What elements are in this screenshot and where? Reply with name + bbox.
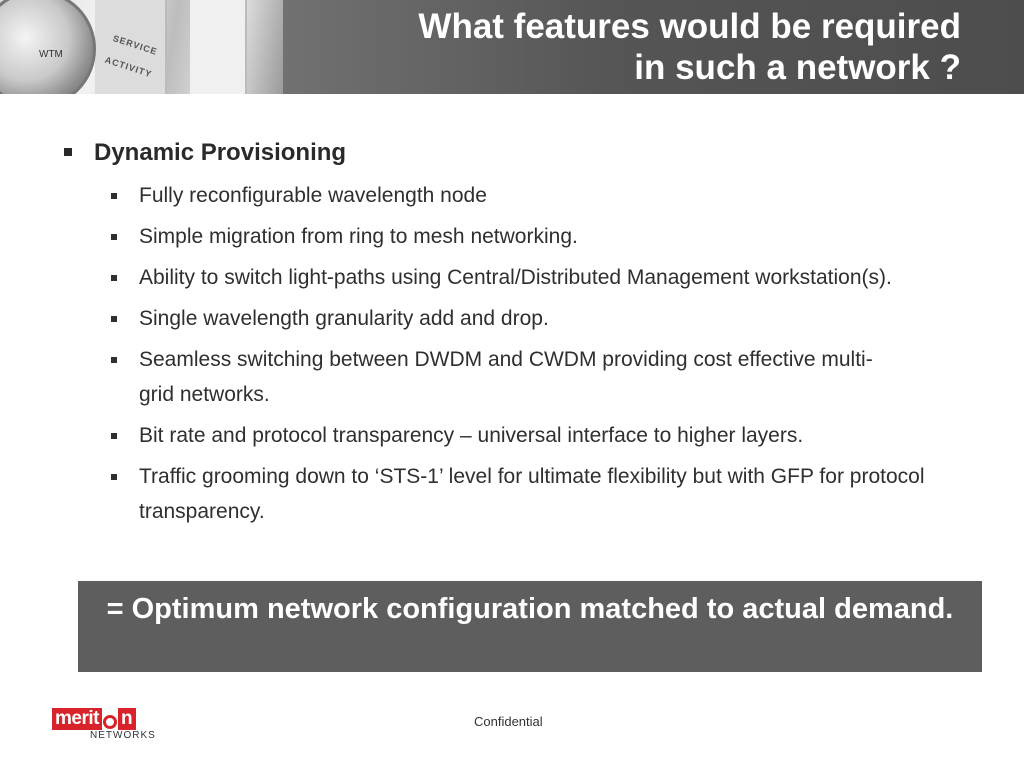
logo-ring-icon	[103, 715, 117, 729]
list-item-text: Single wavelength granularity add and drop.	[139, 307, 549, 330]
list-item-text: Fully reconfigurable wavelength node	[139, 184, 487, 207]
square-bullet-icon	[111, 193, 117, 199]
header-photo	[0, 0, 283, 94]
list-item	[60, 219, 899, 254]
logo-subtitle: NETWORKS	[90, 730, 156, 741]
dial-mark: WTM	[39, 49, 63, 60]
list-item	[60, 301, 899, 336]
square-bullet-icon	[111, 433, 117, 439]
list-item-text: Ability to switch light-paths using Central/Distributed Management workstation(s).	[139, 266, 892, 289]
list-item-text: Seamless switching between DWDM and CWDM providing cost effective multi-grid networks.	[139, 348, 873, 406]
logo-word-1: merit	[52, 708, 102, 730]
title-line-1: What features would be required	[418, 7, 961, 46]
square-bullet-icon	[111, 234, 117, 240]
list-item-text: Simple migration from ring to mesh networking.	[139, 225, 578, 248]
meriton-logo	[52, 708, 162, 742]
square-bullet-icon	[111, 474, 117, 480]
conclusion-banner	[78, 581, 982, 672]
conclusion-text: = Optimum network configuration matched to actual demand.	[106, 593, 954, 625]
section-heading-text: Dynamic Provisioning	[94, 139, 347, 166]
header-banner	[0, 0, 1024, 94]
square-bullet-icon	[111, 316, 117, 322]
list-item	[60, 178, 899, 213]
page-title	[321, 6, 961, 88]
square-bullet-icon	[64, 148, 72, 156]
slide-body	[60, 138, 980, 535]
square-bullet-icon	[111, 357, 117, 363]
title-line-2: in such a network ?	[634, 48, 961, 87]
photo-label-service: SERVICE	[111, 33, 159, 57]
confidential-label: Confidential	[474, 714, 543, 729]
list-item-text: Traffic grooming down to ‘STS-1’ level for ultimate flexibility but with GFP for protocol transparency.	[139, 465, 925, 523]
photo-label-activity: ACTIVITY	[103, 54, 154, 80]
square-bullet-icon	[111, 275, 117, 281]
dial-knob-image	[0, 0, 96, 94]
list-item-text: Bit rate and protocol transparency – universal interface to higher layers.	[139, 424, 804, 447]
logo-word-2: n	[118, 708, 136, 730]
list-item	[60, 459, 964, 529]
section-heading	[60, 138, 980, 168]
feature-list	[60, 178, 980, 529]
list-item	[60, 418, 959, 453]
list-item	[60, 260, 899, 295]
list-item	[60, 342, 899, 412]
